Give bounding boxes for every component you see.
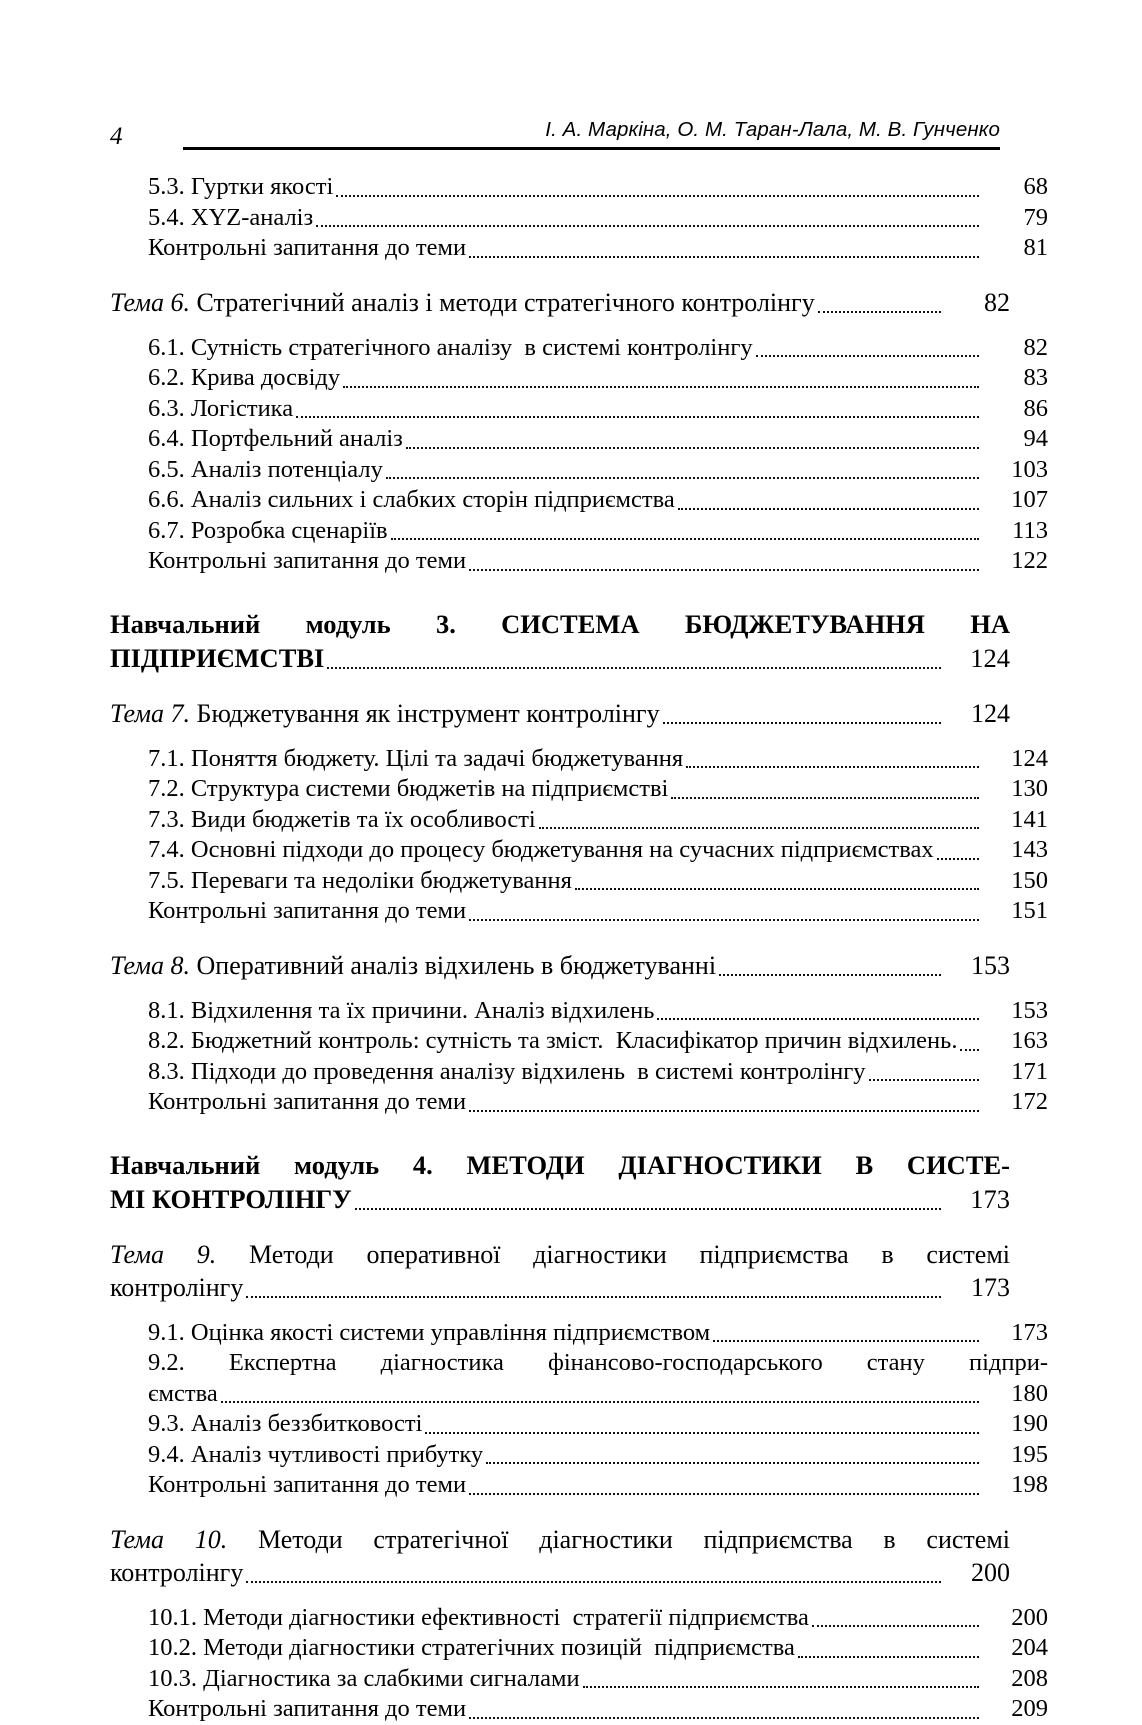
- toc-leader-dots: [719, 973, 941, 976]
- toc-entry-page-number: 82: [1023, 333, 1048, 361]
- toc-entry[interactable]: [110, 1026, 1048, 1057]
- table-of-contents: [110, 172, 1048, 1725]
- toc-entry-label: Контрольні запитання до теми: [148, 1088, 467, 1115]
- toc-entry-label: 7.3. Види бюджетів та їх особливості: [148, 805, 536, 833]
- toc-entry-label: ємства: [148, 1379, 218, 1407]
- toc-entry[interactable]: [110, 641, 1010, 675]
- toc-entry-page-number: 204: [1011, 1634, 1048, 1661]
- toc-entry-page-number: 208: [1011, 1664, 1048, 1692]
- toc-entry[interactable]: [110, 1556, 1010, 1589]
- toc-entry[interactable]: [110, 1470, 1048, 1501]
- running-head-right: [183, 118, 1000, 158]
- toc-entry[interactable]: [110, 546, 1048, 577]
- toc-leader-dots: [486, 1461, 979, 1464]
- toc-entry-page-number: 122: [1011, 547, 1048, 574]
- toc-entry-label: 6.7. Розробка сценаріїв: [148, 516, 388, 544]
- toc-entry[interactable]: [110, 697, 1010, 730]
- toc-leader-dots: [355, 1207, 941, 1210]
- toc-entry-label: 9.1. Оцінка якості системи управління підприємством: [148, 1318, 711, 1346]
- toc-entry[interactable]: [110, 1633, 1048, 1664]
- toc-entry-label: Тема 6. Стратегічний аналіз і методи стратегічного контролінгу: [110, 287, 815, 317]
- toc-entry-page-number: 151: [1011, 897, 1048, 924]
- toc-entry[interactable]: [110, 1379, 1048, 1410]
- toc-entry-page-number: 130: [1011, 775, 1048, 802]
- toc-entry-page-number: 83: [1023, 364, 1048, 391]
- toc-entry-label: 8.1. Відхилення та їх причини. Аналіз відхилень: [148, 996, 655, 1024]
- toc-spacer: [110, 319, 1010, 333]
- toc-entry[interactable]: [110, 1271, 1010, 1304]
- toc-entry-label: 8.2. Бюджетний контроль: сутність та зміст. Класифікатор причин відхилень.: [148, 1027, 958, 1054]
- toc-entry[interactable]: [110, 424, 1048, 455]
- toc-entry[interactable]: [110, 805, 1048, 836]
- toc-entry-line-1[interactable]: 9.2. Експертна діагностика фінансово-господарського стану підпри-: [148, 1349, 1048, 1376]
- toc-entry-page-number: 94: [1023, 425, 1048, 452]
- toc-entry-page-number: 200: [1011, 1603, 1048, 1631]
- toc-spacer: [110, 1501, 1010, 1523]
- toc-entry-page-number: 173: [1011, 1318, 1048, 1346]
- toc-spacer: [110, 577, 1010, 607]
- toc-entry-label: 7.5. Переваги та недоліки бюджетування: [148, 866, 572, 894]
- toc-leader-dots: [425, 1431, 979, 1434]
- toc-entry[interactable]: [110, 744, 1048, 775]
- toc-entry-line-1[interactable]: Навчальний модуль 4. МЕТОДИ ДІАГНОСТИКИ В СИСТЕ-: [110, 1149, 1010, 1180]
- toc-entry-label: Контрольні запитання до теми: [148, 547, 467, 574]
- toc-entry-label: 10.1. Методи діагностики ефективності стратегії підприємства: [148, 1603, 809, 1631]
- toc-leader-dots: [575, 887, 979, 890]
- toc-entry-label: 7.4. Основні підходи до процесу бюджетування на сучасних підприємствах: [148, 836, 934, 863]
- toc-leader-dots: [469, 255, 979, 258]
- toc-leader-dots: [469, 1716, 979, 1719]
- toc-entry[interactable]: [110, 996, 1048, 1027]
- toc-entry[interactable]: [110, 1440, 1048, 1471]
- toc-leader-dots: [469, 918, 979, 921]
- toc-leader-dots: [818, 310, 941, 313]
- toc-entry-page-number: 82: [984, 287, 1010, 317]
- toc-spacer: [110, 1304, 1010, 1318]
- toc-entry-page-number: 209: [1011, 1695, 1048, 1722]
- toc-entry[interactable]: [110, 394, 1048, 425]
- toc-entry-label: Контрольні запитання до теми: [148, 897, 467, 924]
- toc-entry[interactable]: [110, 1318, 1048, 1349]
- toc-entry-label: 6.3. Логістика: [148, 394, 294, 422]
- toc-entry[interactable]: [110, 1182, 1010, 1216]
- toc-entry[interactable]: [110, 233, 1048, 264]
- toc-leader-dots: [686, 765, 979, 768]
- toc-entry-lead: Тема 10.: [110, 1524, 228, 1554]
- toc-entry[interactable]: [110, 363, 1048, 394]
- toc-spacer: [110, 730, 1010, 744]
- toc-entry-line-1[interactable]: Тема 10. Методи стратегічної діагностики підприємства в системі: [110, 1524, 1010, 1554]
- toc-entry-label: Тема 7. Бюджетування як інструмент контролінгу: [110, 698, 660, 728]
- toc-entry-page-number: 124: [971, 698, 1010, 728]
- toc-entry-label: МІ КОНТРОЛІНГУ: [110, 1183, 352, 1214]
- toc-leader-dots: [391, 537, 979, 540]
- toc-leader-dots: [713, 1339, 979, 1342]
- toc-leader-dots: [539, 826, 979, 829]
- toc-entry-label: Контрольні запитання до теми: [148, 234, 467, 261]
- toc-entry-page-number: 198: [1011, 1471, 1048, 1498]
- toc-entry[interactable]: [110, 1087, 1048, 1118]
- toc-entry[interactable]: [110, 1409, 1048, 1440]
- toc-spacer: [110, 982, 1010, 996]
- toc-entry[interactable]: [110, 333, 1048, 364]
- toc-entry[interactable]: [110, 1664, 1048, 1695]
- toc-leader-dots: [386, 476, 979, 479]
- toc-entry-page-number: 81: [1023, 234, 1048, 261]
- toc-spacer: [110, 264, 1010, 286]
- toc-entry-label: Контрольні запитання до теми: [148, 1695, 467, 1722]
- toc-entry-lead: Тема 7.: [110, 698, 191, 728]
- toc-leader-dots: [678, 507, 979, 510]
- toc-leader-dots: [221, 1400, 979, 1403]
- toc-entry[interactable]: [110, 1694, 1048, 1725]
- toc-leader-dots: [756, 354, 979, 357]
- toc-entry-lead: Тема 6.: [110, 287, 191, 317]
- header-rule: [183, 147, 1000, 150]
- toc-entry-label: 7.1. Поняття бюджету. Цілі та задачі бюджетування: [148, 744, 684, 772]
- toc-entry-page-number: 86: [1023, 394, 1048, 422]
- toc-entry-page-number: 141: [1011, 805, 1048, 833]
- toc-entry-lead: Тема 8.: [110, 950, 191, 980]
- toc-entry-page-number: 163: [1011, 1027, 1048, 1054]
- toc-entry-page-number: 143: [1011, 836, 1048, 863]
- page-folio: 4: [110, 123, 123, 150]
- toc-entry[interactable]: [110, 1603, 1048, 1634]
- toc-entry[interactable]: [110, 203, 1048, 234]
- toc-entry-label: 10.2. Методи діагностики стратегічних позицій підприємства: [148, 1634, 795, 1661]
- toc-entry-label: контролінгу: [110, 1272, 244, 1302]
- toc-leader-dots: [327, 666, 941, 669]
- header-authors: І. А. Маркіна, О. М. Таран-Лала, М. В. Гунченко: [545, 118, 1000, 141]
- toc-entry-page-number: 173: [971, 1272, 1010, 1302]
- toc-entry-label: 8.3. Підходи до проведення аналізу відхилень в системі контролінгу: [148, 1057, 866, 1085]
- toc-spacer: [110, 927, 1010, 949]
- toc-leader-dots: [336, 194, 979, 197]
- toc-leader-dots: [296, 415, 979, 418]
- toc-leader-dots: [798, 1655, 979, 1658]
- toc-spacer: [110, 1216, 1010, 1238]
- toc-leader-dots: [663, 721, 941, 724]
- toc-entry-page-number: 200: [971, 1557, 1010, 1587]
- toc-leader-dots: [406, 446, 979, 449]
- toc-leader-dots: [960, 1048, 979, 1051]
- toc-leader-dots: [671, 796, 979, 799]
- toc-entry-label: 6.4. Портфельний аналіз: [148, 425, 403, 452]
- toc-entry-page-number: 124: [970, 642, 1010, 673]
- toc-entry-label: 9.4. Аналіз чутливості прибутку: [148, 1440, 484, 1468]
- toc-entry-page-number: 68: [1023, 173, 1048, 200]
- toc-entry-page-number: 153: [1011, 996, 1048, 1024]
- toc-entry[interactable]: [110, 172, 1048, 203]
- toc-entry-label: 6.1. Сутність стратегічного аналізу в системі контролінгу: [148, 333, 753, 361]
- toc-spacer: [110, 1589, 1010, 1603]
- toc-entry-label: 5.3. Гуртки якості: [148, 173, 334, 200]
- toc-entry-page-number: 79: [1023, 203, 1048, 231]
- toc-entry[interactable]: [110, 866, 1048, 897]
- toc-leader-dots: [469, 1109, 979, 1112]
- toc-leader-dots: [937, 857, 979, 860]
- toc-leader-dots: [343, 385, 979, 388]
- toc-spacer: [110, 675, 1010, 697]
- toc-entry-page-number: 124: [1011, 744, 1048, 772]
- toc-entry-page-number: 172: [1011, 1088, 1048, 1115]
- toc-entry-page-number: 190: [1011, 1410, 1048, 1437]
- toc-entry-lead: Тема 9.: [110, 1239, 217, 1269]
- toc-entry[interactable]: [110, 1057, 1048, 1088]
- toc-leader-dots: [583, 1685, 979, 1688]
- toc-leader-dots: [869, 1078, 980, 1081]
- toc-leader-dots: [469, 1492, 979, 1495]
- toc-leader-dots: [469, 568, 979, 571]
- toc-entry-page-number: 107: [1011, 486, 1048, 513]
- toc-entry[interactable]: [110, 516, 1048, 547]
- toc-entry-label: контролінгу: [110, 1557, 244, 1587]
- toc-leader-dots: [812, 1624, 979, 1627]
- toc-entry-label: 6.2. Крива досвіду: [148, 364, 341, 391]
- toc-entry-page-number: 153: [971, 950, 1010, 980]
- toc-entry-page-number: 150: [1011, 866, 1048, 894]
- toc-leader-dots: [657, 1017, 979, 1020]
- toc-entry[interactable]: [110, 896, 1048, 927]
- toc-entry-line-1[interactable]: Тема 9. Методи оперативної діагностики підприємства в системі: [110, 1239, 1010, 1269]
- toc-entry-label: 7.2. Структура системи бюджетів на підприємстві: [148, 775, 669, 802]
- toc-entry-page-number: 113: [1012, 516, 1048, 544]
- toc-entry-label: 9.3. Аналіз беззбитковості: [148, 1410, 423, 1437]
- toc-entry-line-1[interactable]: Навчальний модуль 3. СИСТЕМА БЮДЖЕТУВАННЯ НА: [110, 608, 1010, 639]
- toc-entry-label: 6.6. Аналіз сильних і слабких сторін підприємства: [148, 486, 675, 513]
- toc-leader-dots: [316, 224, 979, 227]
- toc-entry-label: ПІДПРИЄМСТВІ: [110, 642, 325, 673]
- toc-leader-dots: [246, 1295, 941, 1298]
- toc-entry-page-number: 195: [1011, 1440, 1048, 1468]
- toc-entry[interactable]: [110, 455, 1048, 486]
- toc-entry[interactable]: [110, 485, 1048, 516]
- toc-entry-page-number: 180: [1011, 1379, 1048, 1407]
- toc-entry[interactable]: [110, 949, 1010, 982]
- toc-entry-page-number: 103: [1011, 455, 1048, 483]
- toc-entry-label: Контрольні запитання до теми: [148, 1471, 467, 1498]
- toc-entry-page-number: 173: [970, 1183, 1010, 1214]
- toc-entry-label: 6.5. Аналіз потенціалу: [148, 455, 383, 483]
- toc-entry-label: Тема 8. Оперативний аналіз відхилень в бюджетуванні: [110, 950, 717, 980]
- toc-leader-dots: [246, 1580, 941, 1583]
- toc-entry-label: 10.3. Діагностика за слабкими сигналами: [148, 1664, 580, 1692]
- toc-entry[interactable]: [110, 835, 1048, 866]
- toc-entry-page-number: 171: [1011, 1057, 1048, 1085]
- toc-entry-label: 5.4. XYZ-аналіз: [148, 203, 314, 231]
- toc-spacer: [110, 1118, 1010, 1148]
- toc-entry[interactable]: [110, 286, 1010, 319]
- toc-entry[interactable]: [110, 774, 1048, 805]
- running-head: [110, 118, 1000, 158]
